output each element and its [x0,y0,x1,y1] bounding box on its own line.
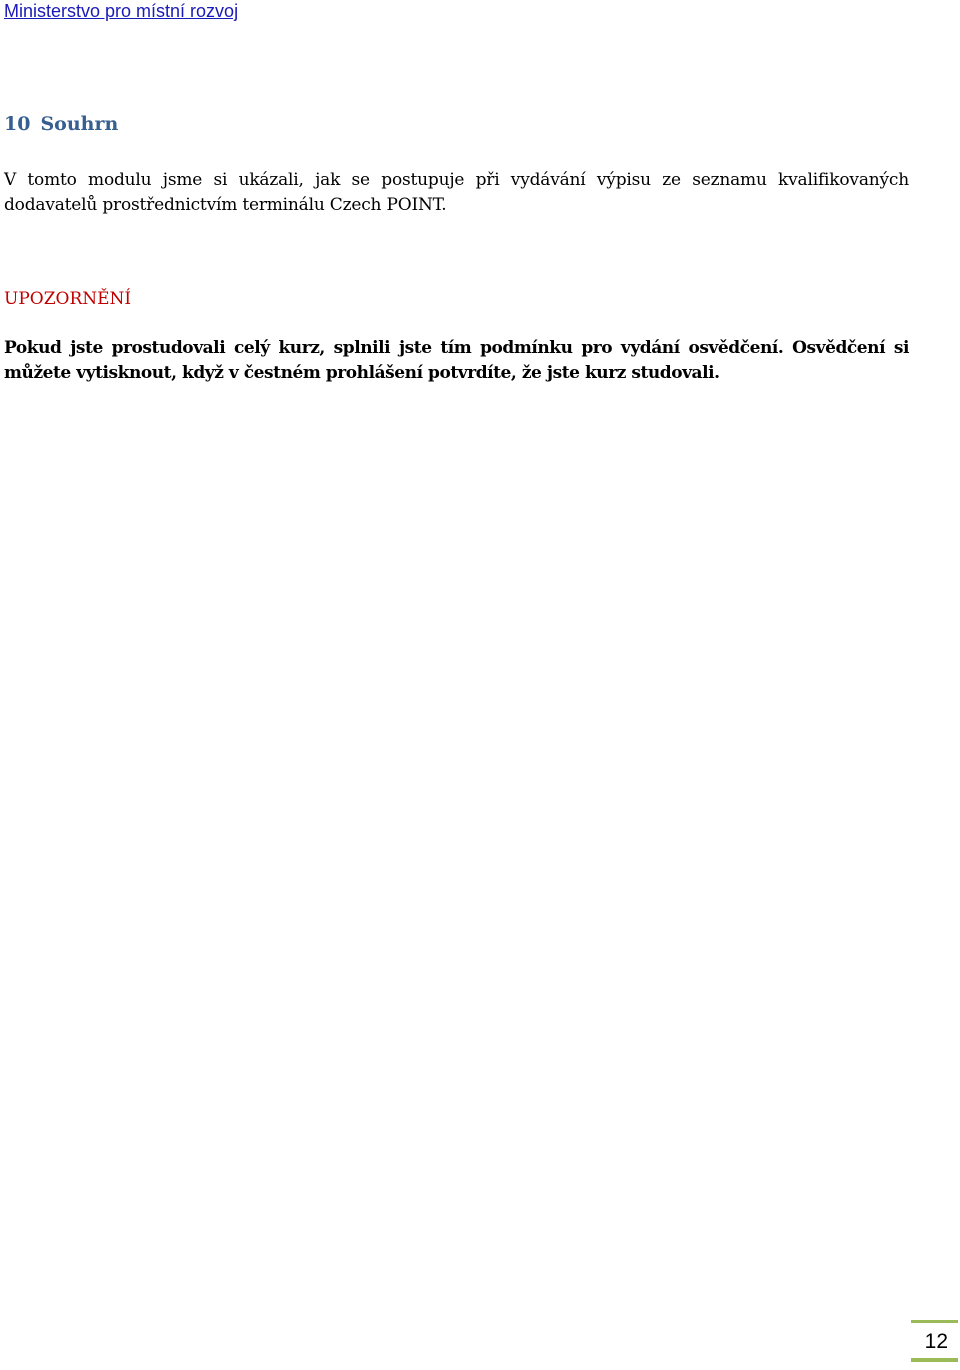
page-number-box [911,1320,958,1362]
warning-label: UPOZORNĚNÍ [4,289,132,309]
warning-notice-paragraph: Pokud jste prostudovali celý kurz, splnili jste tím podmínku pro vydání osvědčení. Osvědčení si můžete vytisknout, když v čestném prohlášení potvrdíte, že jste kurz studovali. [4,338,909,383]
section-number: 10 [4,113,31,135]
header-organization-link[interactable]: Ministerstvo pro místní rozvoj [4,1,239,21]
page-number: 12 [924,1330,948,1353]
section-intro-paragraph: V tomto modulu jsme si ukázali, jak se postupuje při vydávání výpisu ze seznamu kvalifikovaných dodavatelů prostřednictvím terminálu Czech POINT. [4,170,909,215]
section-title: Souhrn [40,113,119,135]
section-heading [4,111,118,137]
